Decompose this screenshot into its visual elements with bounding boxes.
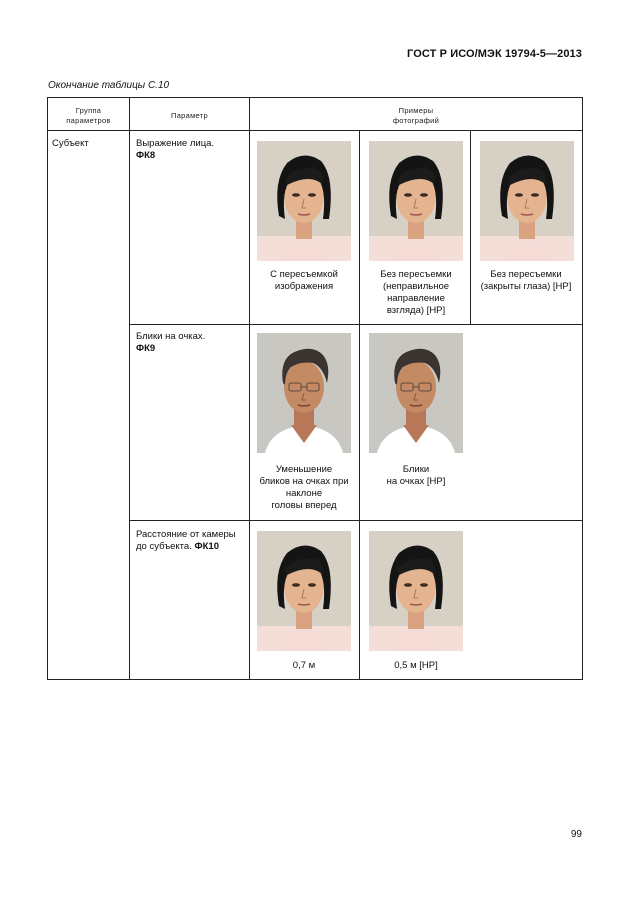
param-text: Выражение лица. [136, 138, 215, 149]
param-code: ФК9 [136, 343, 156, 354]
divider [129, 97, 130, 680]
divider [129, 520, 583, 521]
photo-caption: 0,5 м [НР] [394, 660, 438, 671]
photo-caption: С пересъемкой изображения [270, 269, 338, 292]
table-caption: Окончание таблицы С.10 [48, 80, 170, 91]
photo-expression-wrong-gaze [369, 141, 463, 261]
param-fk8 [136, 138, 246, 162]
header-group: Группа параметров [66, 106, 111, 125]
header-examples: Примеры фотографий [392, 106, 440, 125]
photo-caption: Без пересъемки (закрыты глаза) [НР] [480, 269, 572, 292]
param-text: Расстояние от камеры до субъекта. [136, 529, 236, 552]
param-text: Блики на очках. [136, 331, 206, 342]
photo-distance-07 [257, 531, 351, 651]
divider [359, 130, 360, 324]
page-number: 99 [570, 829, 582, 840]
divider [359, 520, 360, 680]
photo-distance-05 [369, 531, 463, 651]
photo-caption: Уменьшение бликов на очках при наклоне головы вперед [259, 464, 349, 511]
param-fk9 [136, 331, 246, 355]
header-parameter: Параметр [171, 111, 208, 120]
group-value: Субъект [52, 138, 89, 149]
divider [129, 324, 583, 325]
photo-glare-present [369, 333, 463, 453]
photo-glare-reduced [257, 333, 351, 453]
param-code: ФК10 [194, 541, 219, 552]
standard-code: ГОСТ Р ИСО/МЭК 19794-5—2013 [407, 48, 582, 60]
divider [249, 97, 250, 680]
photo-expression-retake [257, 141, 351, 261]
divider [359, 324, 360, 520]
photo-caption: Блики на очках [НР] [386, 464, 446, 487]
divider [47, 130, 583, 131]
param-code: ФК8 [136, 150, 156, 161]
param-fk10 [136, 529, 246, 553]
photo-caption: 0,7 м [292, 660, 316, 671]
photo-expression-eyes-closed [480, 141, 574, 261]
photo-caption: Без пересъемки (неправильное направление взгляда) [НР] [380, 269, 452, 316]
